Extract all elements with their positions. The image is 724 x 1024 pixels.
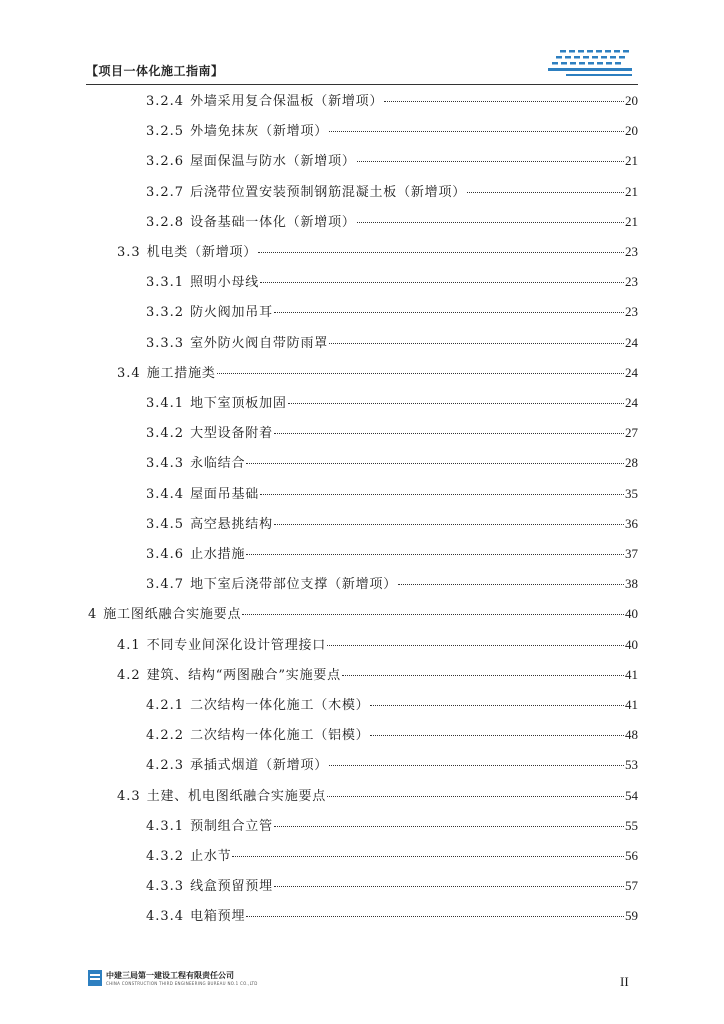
toc-dot-leader — [246, 554, 624, 555]
toc-entry[interactable] — [146, 422, 638, 442]
toc-dot-leader — [274, 886, 624, 887]
toc-entry-title: 外墙采用复合保温板（新增项） — [190, 94, 384, 109]
toc-entry-title: 永临结合 — [190, 456, 246, 472]
toc-entry-number: 4.3.3 — [146, 879, 185, 895]
toc-entry-title: 承插式烟道（新增项） — [190, 758, 329, 774]
toc-dot-leader — [217, 373, 624, 374]
toc-entry-title: 设备基础一体化（新增项） — [190, 214, 356, 230]
toc-entry-number: 4.2.3 — [146, 758, 185, 774]
toc-entry[interactable] — [117, 785, 638, 805]
toc-dot-leader — [274, 312, 624, 313]
toc-entry[interactable] — [146, 271, 638, 291]
toc-entry-page: 21 — [625, 213, 638, 229]
toc-entry[interactable] — [146, 392, 638, 412]
toc-entry-title: 不同专业间深化设计管理接口 — [146, 637, 327, 653]
toc-entry[interactable] — [146, 301, 638, 321]
toc-entry-page: 28 — [625, 455, 638, 471]
toc-entry[interactable] — [146, 754, 638, 774]
toc-entry-number: 3.4.7 — [146, 577, 185, 593]
toc-entry[interactable] — [146, 543, 638, 563]
toc-entry-page: 24 — [625, 334, 638, 350]
toc-entry-number: 3.2.5 — [146, 124, 185, 140]
toc-entry-number: 3.3.1 — [146, 275, 185, 291]
toc-entry-number: 4.3.2 — [146, 849, 185, 864]
toc-entry[interactable] — [146, 905, 638, 925]
toc-entry[interactable] — [117, 664, 638, 684]
toc-entry-number: 3.2.7 — [146, 184, 185, 200]
toc-entry-number: 4.2 — [117, 667, 141, 683]
toc-entry-page: 24 — [625, 395, 638, 410]
toc-entry-title: 大型设备附着 — [190, 426, 273, 442]
toc-entry-number: 3.3 — [117, 245, 141, 260]
toc-dot-leader — [232, 856, 624, 857]
toc-dot-leader — [327, 796, 624, 797]
toc-entry-page: 53 — [625, 757, 638, 773]
toc-entry-number: 3.3.3 — [146, 335, 185, 351]
toc-entry[interactable] — [146, 724, 638, 744]
toc-entry-title: 土建、机电图纸融合实施要点 — [146, 788, 327, 804]
toc-entry-title: 止水措施 — [190, 547, 246, 562]
toc-dot-leader — [246, 916, 624, 917]
toc-entry[interactable] — [146, 573, 638, 593]
toc-entry[interactable] — [146, 181, 638, 201]
header-divider — [86, 84, 638, 85]
toc-entry-number: 3.4 — [117, 365, 141, 381]
toc-entry[interactable] — [146, 875, 638, 895]
toc-dot-leader — [260, 282, 624, 283]
toc-entry[interactable] — [117, 362, 638, 382]
toc-entry-number: 4.3.4 — [146, 909, 185, 925]
toc-entry-page: 41 — [625, 666, 638, 682]
toc-entry[interactable] — [146, 694, 638, 714]
toc-dot-leader — [357, 161, 624, 162]
footer-company-name-en: CHINA CONSTRUCTION THIRD ENGINEERING BUREAU NO.1 CO.,LTD — [106, 981, 258, 986]
toc-entry-title: 施工措施类 — [146, 365, 216, 381]
toc-dot-leader — [342, 675, 624, 676]
toc-dot-leader — [327, 645, 624, 646]
toc-entry-page: 40 — [625, 636, 638, 652]
toc-entry[interactable] — [146, 845, 638, 865]
toc-dot-leader — [357, 222, 624, 223]
toc-dot-leader — [467, 192, 624, 193]
toc-entry-title: 线盒预留预埋 — [190, 879, 273, 895]
toc-dot-leader — [370, 705, 624, 706]
toc-entry-title: 二次结构一体化施工（铝模） — [190, 728, 370, 744]
footer-logo-icon — [88, 970, 102, 986]
toc-entry[interactable] — [146, 90, 638, 110]
toc-entry-number: 3.4.5 — [146, 516, 185, 532]
toc-entry-page: 37 — [625, 546, 638, 561]
toc-entry-page: 36 — [625, 515, 638, 531]
toc-entry[interactable] — [146, 332, 638, 352]
toc-entry-number: 4 — [88, 607, 98, 623]
toc-dot-leader — [260, 494, 624, 495]
toc-entry-title: 屋面吊基础 — [190, 486, 260, 502]
toc-entry-number: 3.3.2 — [146, 305, 185, 321]
toc-entry-title: 后浇带位置安装预制钢筋混凝土板（新增项） — [190, 184, 467, 200]
toc-entry-title: 照明小母线 — [190, 275, 260, 291]
toc-dot-leader — [384, 101, 624, 102]
toc-dot-leader — [246, 463, 624, 464]
page-header — [86, 48, 638, 84]
toc-dot-leader — [242, 614, 624, 615]
toc-entry-number: 3.4.2 — [146, 426, 185, 442]
toc-entry-title: 机电类（新增项） — [146, 245, 258, 260]
toc-entry-page: 23 — [625, 244, 638, 259]
footer-company-name: 中建三局第一建设工程有限责任公司 — [106, 971, 234, 980]
toc-dot-leader — [398, 584, 624, 585]
toc-entry[interactable] — [146, 483, 638, 503]
document-title: 【项目一体化施工指南】 — [86, 64, 224, 78]
toc-entry-page: 23 — [625, 274, 638, 290]
toc-entry-title: 预制组合立管 — [190, 818, 273, 834]
toc-entry-number: 3.2.4 — [146, 94, 185, 109]
toc-dot-leader — [274, 826, 624, 827]
company-logo-icon — [546, 48, 638, 78]
toc-entry-number: 3.4.6 — [146, 547, 185, 562]
toc-entry-number: 3.2.8 — [146, 214, 185, 230]
toc-entry-number: 3.4.4 — [146, 486, 185, 502]
toc-entry[interactable] — [146, 150, 638, 170]
toc-entry-number: 4.2.2 — [146, 728, 185, 744]
toc-entry-title: 高空悬挑结构 — [190, 516, 273, 532]
toc-entry-title: 外墙免抹灰（新增项） — [190, 124, 329, 140]
toc-entry-page: 38 — [625, 576, 638, 592]
toc-dot-leader — [329, 343, 624, 344]
toc-entry-page: 21 — [625, 153, 638, 169]
toc-dot-leader — [274, 524, 624, 525]
toc-entry-number: 3.2.6 — [146, 154, 185, 170]
toc-entry[interactable] — [117, 241, 638, 261]
toc-entry-page: 40 — [625, 606, 638, 622]
toc-entry[interactable] — [146, 815, 638, 835]
toc-entry-page: 20 — [625, 123, 638, 139]
toc-entry-page: 56 — [625, 848, 638, 863]
toc-entry-page: 55 — [625, 817, 638, 833]
toc-entry-title: 地下室后浇带部位支撑（新增项） — [190, 577, 398, 593]
toc-entry-number: 4.3 — [117, 788, 141, 804]
toc-entry-page: 21 — [625, 183, 638, 199]
toc-entry-title: 室外防火阀自带防雨罩 — [190, 335, 329, 351]
toc-dot-leader — [370, 735, 624, 736]
toc-entry-title: 地下室顶板加固 — [190, 396, 287, 411]
toc-entry-page: 35 — [625, 485, 638, 501]
toc-entry[interactable] — [117, 634, 638, 654]
toc-entry[interactable] — [88, 603, 638, 623]
toc-dot-leader — [329, 131, 624, 132]
toc-entry-title: 施工图纸融合实施要点 — [103, 607, 242, 623]
toc-entry-page: 54 — [625, 787, 638, 803]
toc-entry-title: 止水节 — [190, 849, 232, 864]
toc-entry-number: 4.1 — [117, 637, 141, 653]
toc-entry-number: 3.4.1 — [146, 396, 185, 411]
page-number: II — [620, 974, 629, 989]
toc-entry-page: 57 — [625, 878, 638, 894]
toc-dot-leader — [274, 433, 624, 434]
toc-entry[interactable] — [146, 211, 638, 231]
toc-entry-page: 27 — [625, 425, 638, 441]
toc-entry-number: 4.3.1 — [146, 818, 185, 834]
toc-entry-title: 二次结构一体化施工（木模） — [190, 698, 370, 713]
toc-entry[interactable] — [146, 513, 638, 533]
toc-entry-number: 3.4.3 — [146, 456, 185, 472]
toc-entry[interactable] — [146, 120, 638, 140]
toc-entry-page: 59 — [625, 908, 638, 924]
toc-entry-page: 24 — [625, 364, 638, 380]
toc-entry-page: 48 — [625, 727, 638, 743]
toc-dot-leader — [258, 252, 624, 253]
toc-entry-page: 20 — [625, 93, 638, 108]
toc-entry-title: 电箱预埋 — [190, 909, 246, 925]
toc-entry-number: 4.2.1 — [146, 698, 185, 713]
toc-entry-title: 防火阀加吊耳 — [190, 305, 273, 321]
toc-dot-leader — [288, 403, 624, 404]
toc-entry-page: 23 — [625, 304, 638, 320]
toc-dot-leader — [329, 765, 624, 766]
toc-entry-page: 41 — [625, 697, 638, 712]
toc-entry[interactable] — [146, 452, 638, 472]
toc-entry-title: 建筑、结构“两图融合”实施要点 — [146, 667, 341, 683]
toc-entry-title: 屋面保温与防水（新增项） — [190, 154, 356, 170]
